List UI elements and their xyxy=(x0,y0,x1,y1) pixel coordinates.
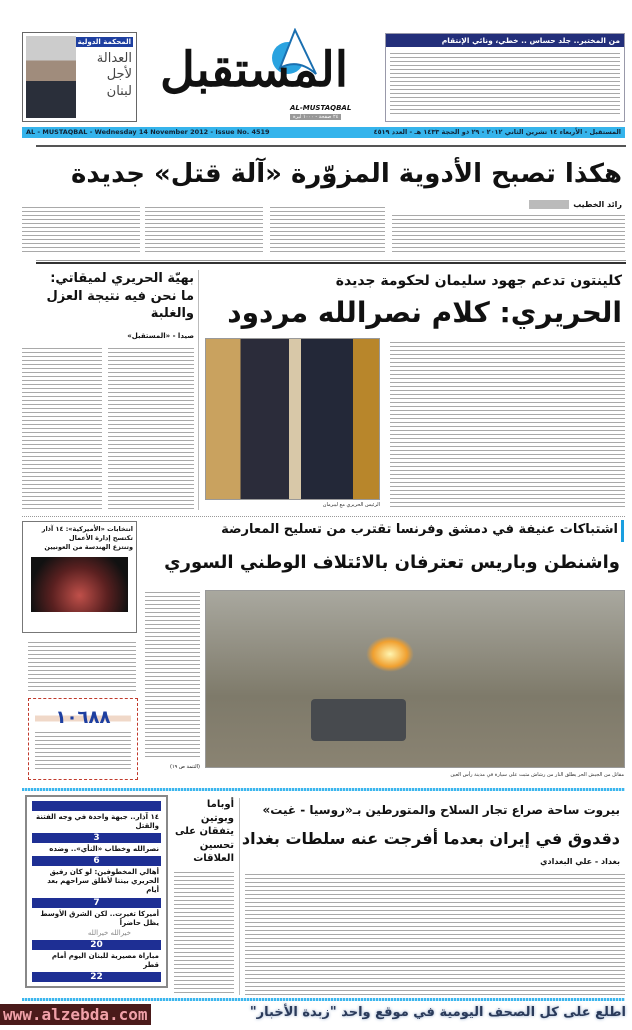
tribunal-slogan: لأجل xyxy=(106,67,132,83)
index-item[interactable]: أميركا تغيرت.. لكن الشرق الأوسط يظل حاضراً xyxy=(40,909,159,927)
hariri-kicker: كلينتون تدعم جهود سليمان لحكومة جديدة xyxy=(335,273,622,289)
hariri-photo xyxy=(205,338,380,500)
syria-headline[interactable]: واشنطن وباريس تعترفان بالائتلاف الوطني السوري xyxy=(164,552,620,573)
aub-box xyxy=(22,521,137,633)
portrait-photo xyxy=(26,36,76,118)
aub-title[interactable]: انتخابات «الأميركية»: ١٤ آذار تكتسح إدارة الأعمال xyxy=(41,525,133,543)
obama-headline[interactable]: أوباما وبوتين يتفقان على تحسين العلاقات xyxy=(174,799,234,864)
aub-title[interactable]: وتنتزع الهندسة من العونيين xyxy=(44,543,133,552)
syria-photo xyxy=(205,590,625,768)
continued-label: (التتمة ص ١٩) xyxy=(169,764,200,770)
index-page[interactable]: 6 xyxy=(32,856,161,866)
price: ٢٤ صفحة - ١٠٠٠ ليرة xyxy=(290,114,341,120)
number-figure: ١٠٦٨٨ xyxy=(35,707,131,728)
index-author: خيرالله خيرالله xyxy=(87,928,131,937)
site-url[interactable]: www.alzebda.com xyxy=(0,1004,151,1025)
date-bar xyxy=(22,127,625,138)
index-item[interactable]: ١٤ آذار.. جبهة واحدة في وجه الفتنة والقتل xyxy=(36,813,159,831)
tribunal-badge: المحكمة الدولية xyxy=(77,38,131,46)
index-bar xyxy=(32,801,161,811)
column-title: من المختبر.. جلد حساس .. خطي، ونائي الإنتقام xyxy=(386,34,624,47)
banner-text[interactable]: اطلع على كل الصحف اليومية في موقع واحد "زبدة الأخبار" xyxy=(249,1005,626,1020)
tribunal-box xyxy=(22,32,137,122)
number-box xyxy=(28,698,138,780)
aub-photo xyxy=(31,557,128,612)
hariri-headline[interactable]: الحريري: كلام نصرالله مردود xyxy=(227,296,622,329)
syria-caption: مقاتل من الجيش الحر يطلق النار من رشاش مثبت على سيارة في مدينة رأس العين xyxy=(450,772,624,778)
daqduq-headline[interactable]: دقدوق في إيران بعدما أفرجت عنه سلطات بغداد xyxy=(241,829,620,848)
column-box xyxy=(385,33,625,122)
truck xyxy=(311,699,406,741)
logo-english: AL-MUSTAQBAL xyxy=(290,104,352,112)
date-english: AL - MUSTAQBAL - Wednesday 14 November 2012 - Issue No. 4519 xyxy=(26,128,270,136)
bahia-headline-line: ما نحن فيه نتيجة العزل والغلبة xyxy=(46,288,194,322)
daqduq-kicker: بيروت ساحة صراع تجار السلاح والمتورطين بـ«روسيا - غيت» xyxy=(262,803,620,817)
lead-headline[interactable]: هكذا تصبح الأدوية المزوّرة «آلة قتل» جديدة xyxy=(71,159,622,189)
index-page[interactable]: 22 xyxy=(32,972,161,982)
muzzle-flash xyxy=(366,636,414,672)
index-item[interactable]: مباراة مصيرية للبنان اليوم أمام قطر xyxy=(51,951,159,969)
logo xyxy=(160,28,375,123)
index-item[interactable]: أهالي المخطوفين: لو كان رفيق الحريري بيننا لأطلق سراحهم بعد أيام xyxy=(47,868,159,895)
date-arabic: المستقبل - الأربعاء ١٤ تشرين الثاني ٢٠١٢ - ٢٩ ذو الحجة ١٤٣٣ هـ - العدد ٤٥١٩ xyxy=(373,128,621,136)
bahia-headline[interactable] xyxy=(22,270,194,323)
index-page[interactable]: 20 xyxy=(32,940,161,950)
index-page[interactable]: 3 xyxy=(32,833,161,843)
logo-text: المستقبل xyxy=(160,42,349,98)
lead-byline: رائد الخطيب xyxy=(529,200,622,209)
syria-kicker: اشتباكات عنيفة في دمشق وفرنسا تقترب من تسليح المعارضة xyxy=(221,522,618,537)
index-item[interactable]: نصرالله وخطاب «النأي».. وضده xyxy=(49,845,159,854)
tribunal-slogan: العدالة xyxy=(96,51,132,66)
bahia-dateline: صيدا - «المستقبل» xyxy=(127,332,194,340)
bahia-headline-line: بهيّة الحريري لميقاتي: xyxy=(50,271,194,286)
tribunal-slogan: لبنان xyxy=(106,83,132,99)
index-page[interactable]: 7 xyxy=(32,898,161,908)
daqduq-byline: بغداد - علي البغدادي xyxy=(540,857,620,866)
hariri-caption: الرئيس الحريري مع ليبرمان xyxy=(322,502,380,508)
index-box xyxy=(25,795,168,988)
